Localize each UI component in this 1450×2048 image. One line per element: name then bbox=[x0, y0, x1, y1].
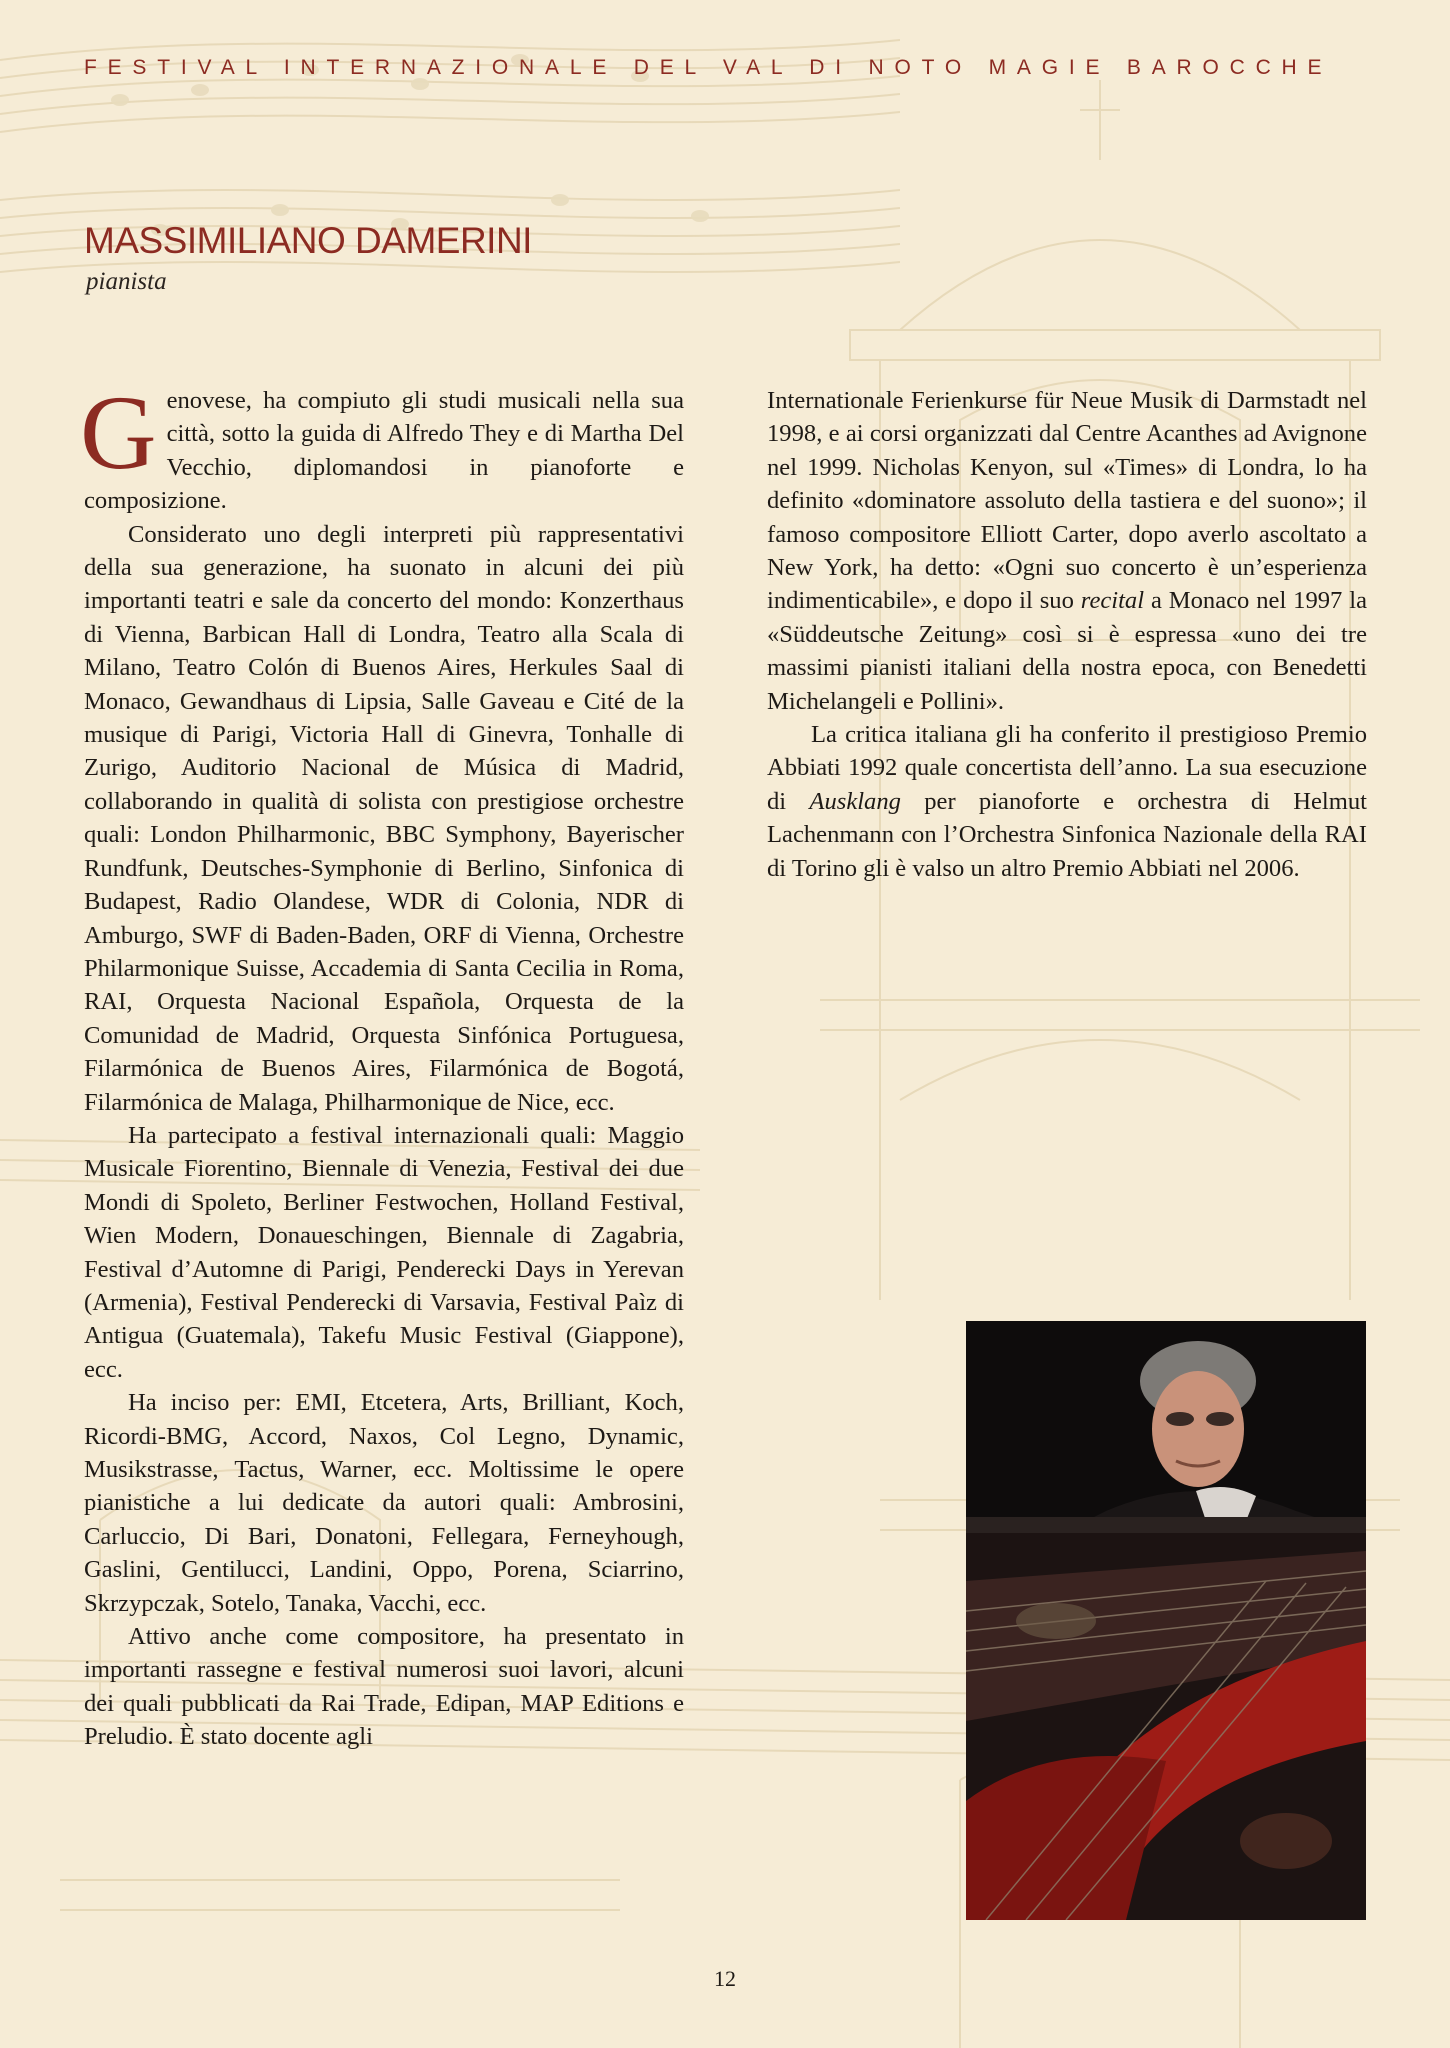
paragraph-intro-text: enovese, ha compiuto gli studi musicali nella sua città, sotto la guida di Alfredo They e di Martha Del Vecchio, diplomandosi in pianoforte e composizione. bbox=[84, 387, 684, 515]
paragraph-recordings: Ha inciso per: EMI, Etcetera, Arts, Brilliant, Koch, Ricordi-BMG, Accord, Naxos, Col Legno, Dynamic, Musikstrasse, Tactus, Warner, ecc. Moltissime le opere pianistiche a lui dedicate da autori quali: Ambrosini, Carluccio, Di Bari, Donatoni, Fellegara, Ferneyhough, Gaslini, Gentilucci, Landini, Oppo, Porena, Sciarrino, Skrzypczak, Sotelo, Tanaka, Vacchi, ecc. bbox=[84, 1389, 684, 1617]
awards-italic: Ausklang bbox=[809, 787, 901, 815]
reviews-text-2: a Monaco nel 1997 la «Süddeutsche Zeitung» così si è espressa «uno dei tre massimi pianisti italiani della nostra epoca, con Benedetti Michelangeli e Pollini». bbox=[767, 587, 1367, 715]
paragraph-reviews bbox=[767, 384, 1367, 718]
article-title: MASSIMILIANO DAMERINI bbox=[84, 220, 532, 261]
left-column bbox=[80, 374, 684, 1754]
pianist-photo-drawing bbox=[966, 1321, 1366, 1920]
right-column bbox=[767, 384, 1367, 885]
page-number: 12 bbox=[714, 1966, 736, 1991]
pianist-photo bbox=[966, 1321, 1366, 1920]
paragraph-festivals: Ha partecipato a festival internazionali quali: Maggio Musicale Fiorentino, Biennale di Venezia, Festival dei due Mondi di Spoleto, Berliner Festwochen, Holland Festival, Wien Modern, Donaueschingen, Biennale di Zagabria, Festival d’Automne di Parigi, Penderecki Days in Yerevan (Armenia), Festival Penderecki di Varsavia, Festival Paìz di Antigua (Guatemala), Takefu Music Festival (Giappone), ecc. bbox=[84, 1121, 684, 1383]
paragraph-intro bbox=[80, 374, 684, 518]
awards-text-1: La critica italiana gli ha conferito il prestigioso Premio Abbiati 1992 quale concertista dell’anno. La sua esecuzione di bbox=[767, 721, 1367, 815]
reviews-text-1: Internationale Ferienkurse für Neue Musik di Darmstadt nel 1998, e ai corsi organizzati dal Centre Acanthes ad Avignone nel 1999. Nicholas Kenyon, sul «Times» di Londra, lo ha definito «dominatore assoluto della tastiera e del suono»; il famoso compositore Elliott Carter, dopo averlo ascoltato a New York, ha detto: «Ogni suo concerto è un’esperienza indimenticabile», e dopo il suo bbox=[767, 387, 1367, 615]
paragraph-composer: Attivo anche come compositore, ha presentato in importanti rassegne e festival numerosi suoi lavori, alcuni dei quali pubblicati da Rai Trade, Edipan, MAP Editions e Preludio. È stato docente agli bbox=[84, 1623, 684, 1751]
running-header: FESTIVAL INTERNAZIONALE DEL VAL DI NOTO MAGIE BAROCCHE bbox=[84, 56, 1333, 79]
reviews-italic: recital bbox=[1080, 587, 1145, 615]
awards-text-2: per pianoforte e orchestra di Helmut Lachenmann con l’Orchestra Sinfonica Nazionale della RAI di Torino gli è valso un altro Premio Abbiati nel 2006. bbox=[767, 787, 1367, 882]
drop-cap: G bbox=[80, 374, 157, 491]
article-role: pianista bbox=[86, 268, 167, 295]
paragraph-career: Considerato uno degli interpreti più rappresentativi della sua generazione, ha suonato in alcuni dei più importanti teatri e sale da concerto del mondo: Konzerthaus di Vienna, Barbican Hall di Londra, Teatro alla Scala di Milano, Teatro Colón di Buenos Aires, Herkules Saal di Monaco, Gewandhaus di Lipsia, Salle Gaveau e Cité de la musique di Parigi, Victoria Hall di Ginevra, Tonhalle di Zurigo, Auditorio Nacional de Música di Madrid, collaborando in qualità di solista con prestigiose orchestre quali: London Philharmonic, BBC Symphony, Bayerischer Rundfunk, Deutsches-Symphonie di Berlino, Sinfonica di Budapest, Radio Olandese, WDR di Colonia, NDR di Amburgo, SWF di Baden-Baden, ORF di Vienna, Orchestre Philarmonique Suisse, Accademia di Santa Cecilia in Roma, RAI, Orquesta Nacional Española, Orquesta de la Comunidad de Madrid, Orquesta Sinfónica Portuguesa, Filarmónica de Buenos Aires, Filarmónica de Bogotá, Filarmónica de Malaga, Philharmonique de Nice, ecc. bbox=[84, 520, 684, 1116]
paragraph-awards bbox=[767, 718, 1367, 885]
